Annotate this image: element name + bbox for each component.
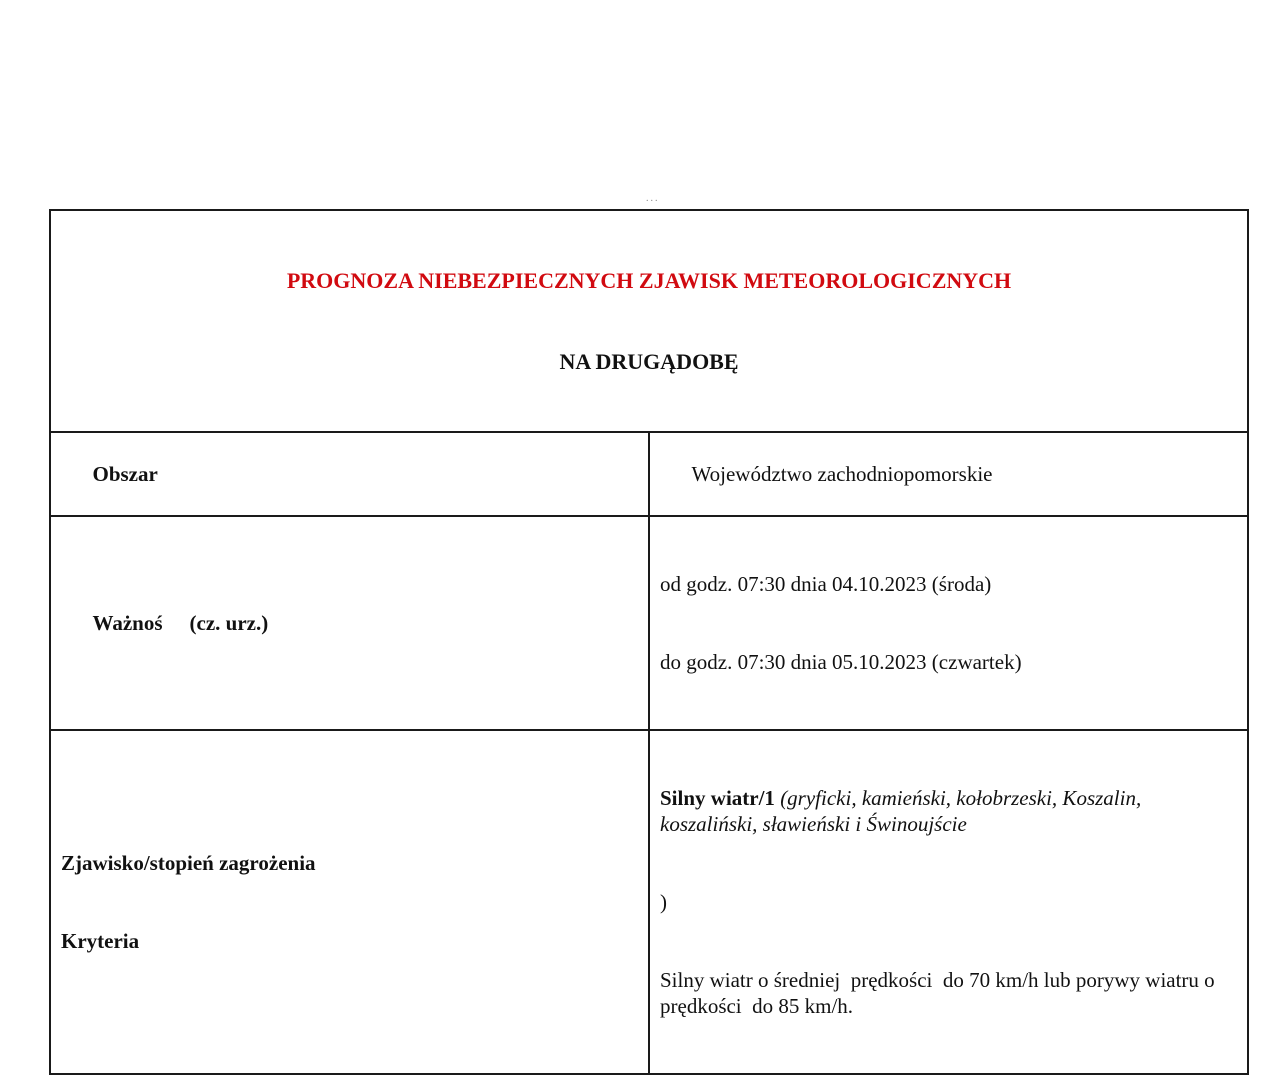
phenomenon-line1 (660, 785, 1237, 837)
phenomenon-label-line2: Kryteria (61, 929, 140, 953)
forecast-title-line1: PROGNOZA NIEBEZPIECZNYCH ZJAWISK METEOROLOGICZNYCH (286, 268, 1012, 293)
area-value: Województwo zachodniopomorskie (691, 462, 993, 486)
forecast-table (49, 209, 1249, 1075)
phenomenon-label-line1: Zjawisko/stopień zagrożenia (61, 851, 316, 875)
validity-from: od godz. 07:30 dnia 04.10.2023 (środa) (660, 572, 992, 596)
validity-to: do godz. 07:30 dnia 05.10.2023 (czwartek) (660, 650, 1022, 674)
area-label-cell (50, 432, 649, 516)
table-row-title (50, 210, 1248, 432)
validity-value-cell (649, 516, 1248, 730)
phenomenon-paren-close: ) (660, 890, 667, 914)
title-cell (50, 210, 1248, 432)
area-value-cell (649, 432, 1248, 516)
validity-label: Ważnoś (92, 611, 163, 635)
area-label: Obszar (92, 462, 158, 486)
forecast-title-line2: NA DRUGĄDOBĘ (559, 349, 739, 374)
phenomenon-regions: (gryficki, kamieński, kołobrzeski, Koszalin, koszaliński, sławieński i Świnoujście (660, 786, 1147, 836)
phenomenon-label-cell (50, 730, 649, 1074)
phenomenon-value-cell (649, 730, 1248, 1074)
validity-label-cell (50, 516, 649, 730)
table-row-validity (50, 516, 1248, 730)
phenomenon-criteria: Silny wiatr o średniej prędkości do 70 km/h lub porywy wiatru o prędkości do 85 km/h. (660, 968, 1220, 1018)
phenomenon-name: Silny wiatr/1 (660, 786, 775, 810)
validity-label-paren: (cz. urz.) (189, 611, 269, 635)
table-row-phenomenon (50, 730, 1248, 1074)
smudge-artifact: ... (646, 193, 660, 204)
table-row-area (50, 432, 1248, 516)
